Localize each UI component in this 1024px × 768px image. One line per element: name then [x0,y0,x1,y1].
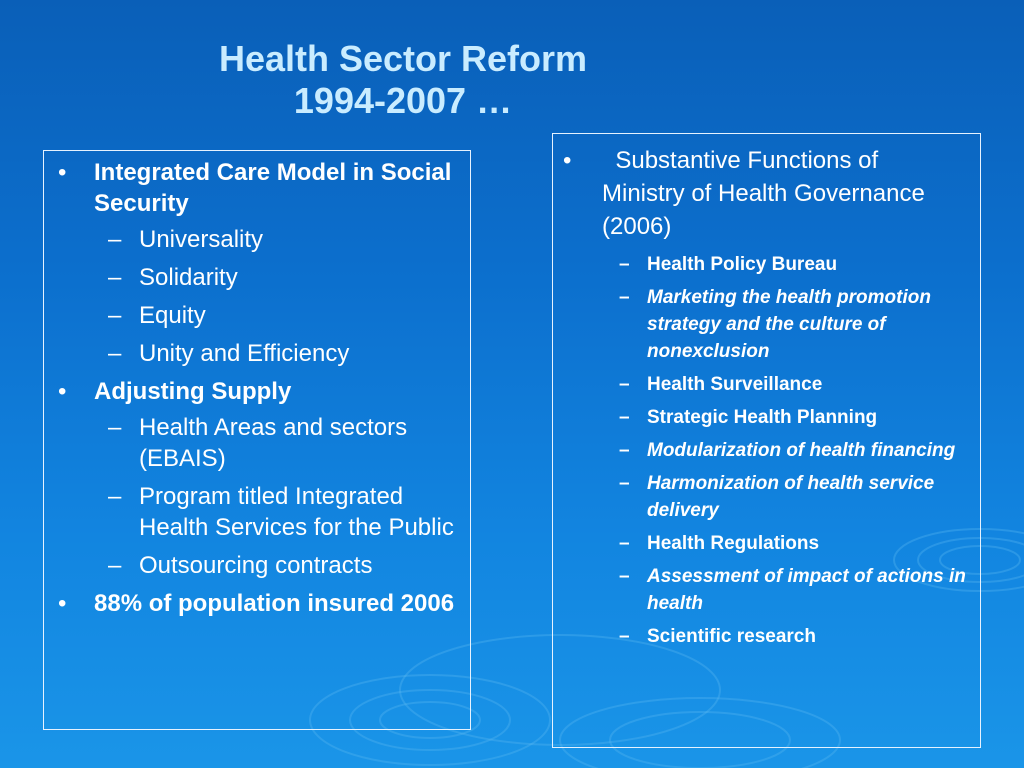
dash-icon: – [619,473,630,494]
sub-item-label: Equity [139,302,206,329]
sub-item-label: Health Areas and sectors (EBAIS) [139,414,408,472]
sub-list [94,224,462,369]
left-bullet-list [44,157,462,619]
dash-icon: – [108,226,122,253]
left-text-box [43,150,471,730]
dash-icon: – [108,483,122,510]
sub-item [44,262,462,293]
sub-item-label: Outsourcing contracts [139,552,373,579]
sub-item-label: Scientific research [647,626,816,647]
sub-list [94,412,462,581]
sub-item [553,404,966,431]
dash-icon: – [108,552,122,579]
sub-item-label: Program titled Integrated Health Services for the Public [139,483,454,541]
sub-item [553,470,966,524]
sub-item [553,623,966,650]
dash-icon: – [619,440,630,461]
sub-item-label: Unity and Efficiency [139,340,350,367]
sub-item-label: Health Regulations [647,533,820,554]
sub-item [44,224,462,255]
bullet-label: Adjusting Supply [94,378,292,405]
sub-item-label: Health Surveillance [647,374,823,395]
title-line-2: 1994-2007 … [293,80,513,121]
bullet-icon: • [58,590,67,617]
bullet-icon: • [58,378,67,405]
dash-icon: – [619,407,630,428]
dash-icon: – [108,302,122,329]
dash-icon: – [619,533,630,554]
bullet-label: 88% of population insured 2006 [94,590,455,617]
bullet-icon: • [563,147,572,174]
sub-item-label: Health Policy Bureau [647,254,838,275]
sub-item-label: Solidarity [139,264,238,291]
sub-item-label: Marketing the health promotion strategy and the culture of nonexclusion [647,287,931,362]
bullet-icon: • [58,159,67,186]
sub-item-label: Modularization of health financing [647,440,956,461]
bullet-label: Substantive Functions of Ministry of Health Governance (2006) [602,147,932,240]
list-item [44,376,462,581]
list-item [44,157,462,369]
dash-icon: – [619,254,630,275]
list-item [553,144,966,243]
title-line-1: Health Sector Reform [218,38,588,79]
dash-icon: – [619,626,630,647]
sub-item-label: Strategic Health Planning [647,407,878,428]
dash-icon: – [619,566,630,587]
sub-item-label: Assessment of impact of actions in health [647,566,966,614]
dash-icon: – [619,287,630,308]
sub-item [44,550,462,581]
dash-icon: – [108,264,122,291]
sub-item [44,338,462,369]
sub-item-label: Harmonization of health service delivery [647,473,935,521]
right-bullet-list [553,144,966,243]
sub-item [553,530,966,557]
dash-icon: – [108,340,122,367]
dash-icon: – [108,414,122,441]
sub-item [44,300,462,331]
right-text-box [552,133,981,748]
sub-item [553,371,966,398]
sub-item [44,481,462,543]
dash-icon: – [619,374,630,395]
sub-item [553,251,966,278]
slide-title [0,38,806,122]
sub-item [44,412,462,474]
sub-item-label: Universality [139,226,264,253]
list-item [44,588,462,619]
bullet-label: Integrated Care Model in Social Security [94,159,452,217]
sub-item [553,563,966,617]
sub-list [553,251,966,650]
sub-item [553,284,966,365]
sub-item [553,437,966,464]
